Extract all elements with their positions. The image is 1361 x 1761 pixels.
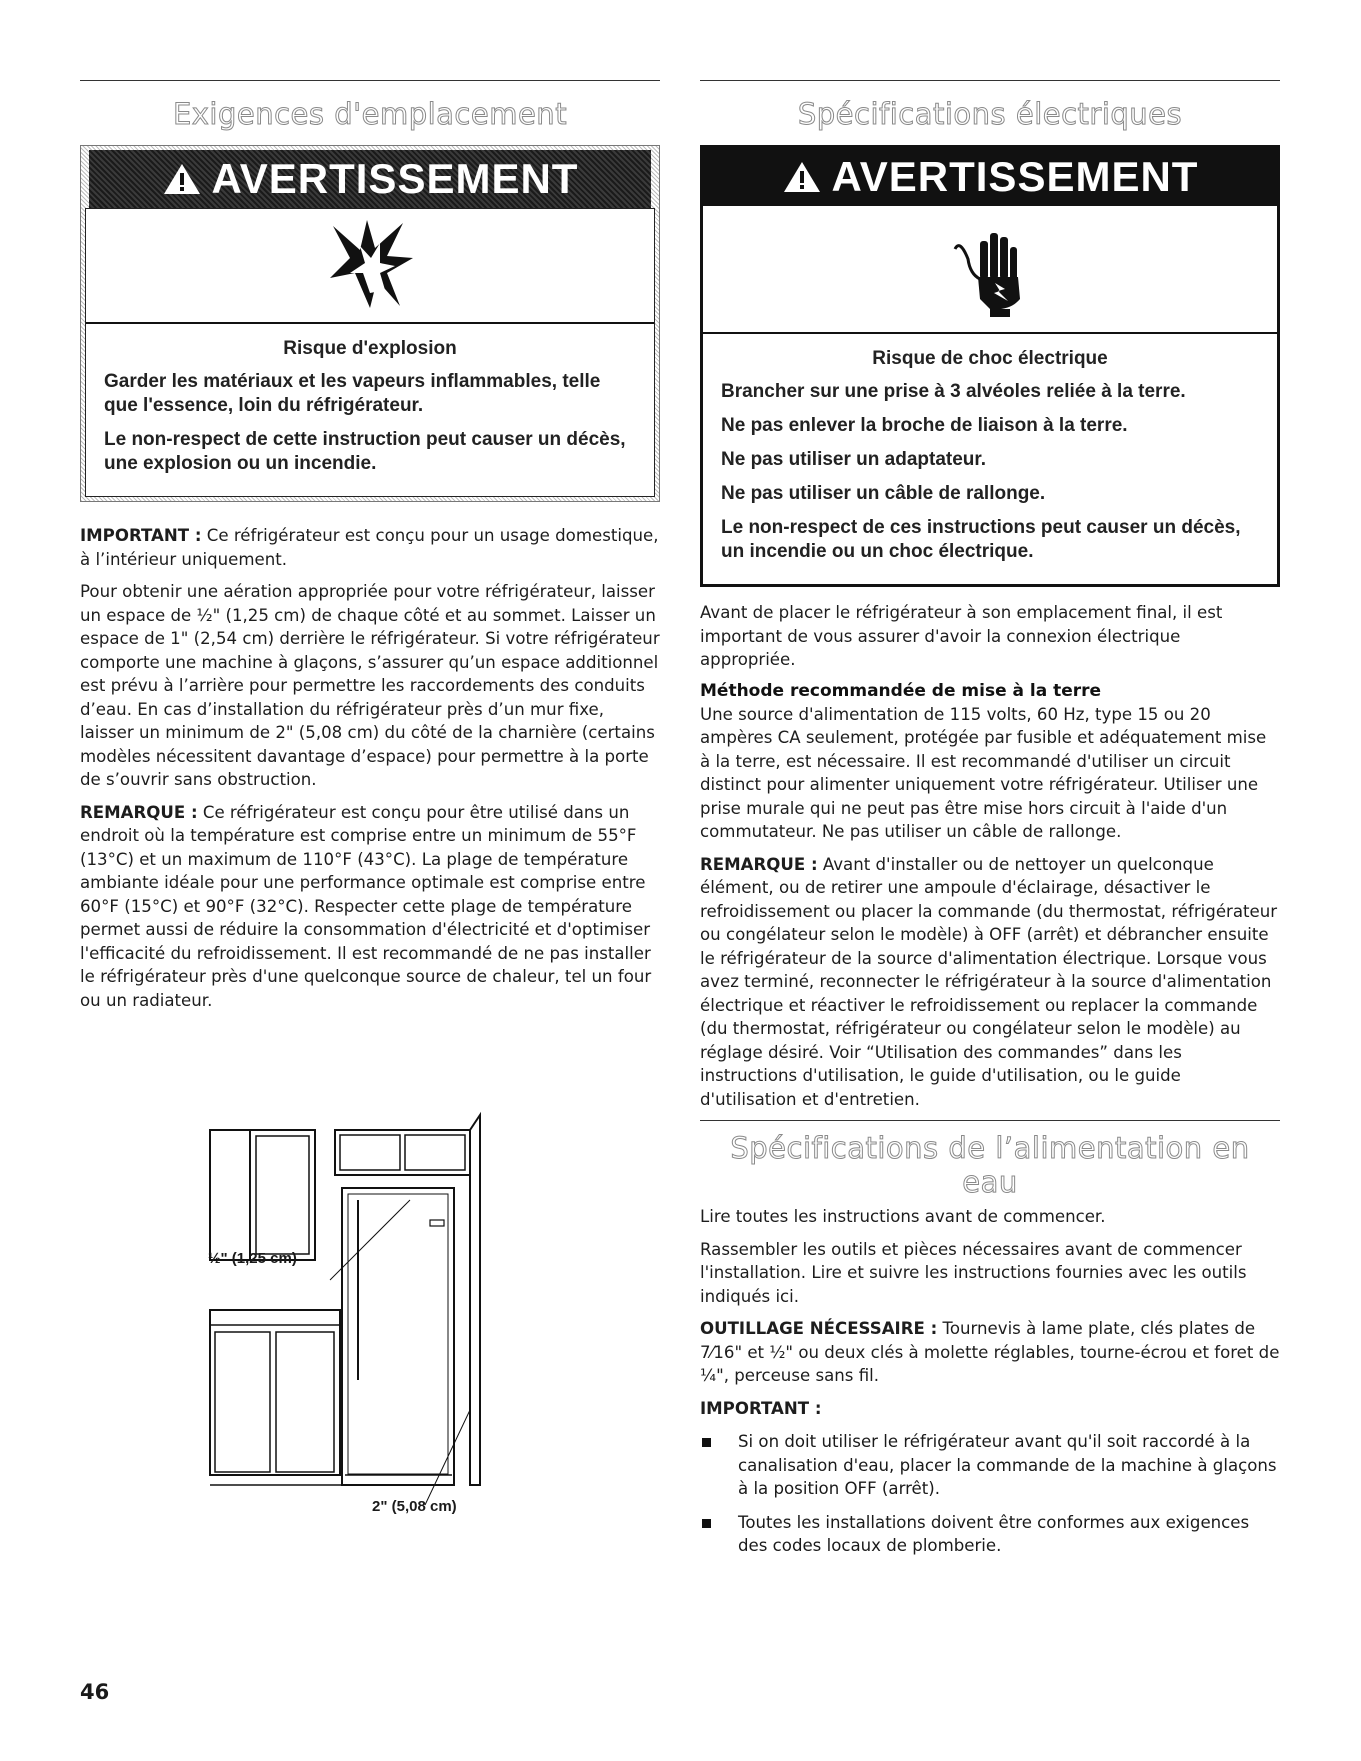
page-number: 46 [80, 1680, 110, 1704]
paragraph-body: Ce réfrigérateur est conçu pour être utilisé dans un endroit où la température est comprise entre un minimum de 55°F (13°C) et un maximum de 110°F (43°C). La plage de température ambiante idéale pour une performance optimale est comprise entre 60°F (15°C) et 90°F (32°C). Respecter cette plage de température permet aussi de réduire la consommation d'électricité et d'optimiser l'efficacité du refroidissement. Il est recommandé de ne pas installer le réfrigérateur près d'une quelconque source de chaleur, tel un four ou un radiateur. [80, 802, 652, 1010]
section-title-electrical: Spécifications électriques [797, 97, 1183, 131]
clearance-label-top: ½" (1,25 cm) [208, 1250, 297, 1267]
paragraph-body: Pour obtenir une aération appropriée pour votre réfrigérateur, laisser un espace de ½" (1,25 cm) de chaque côté et au sommet. Laisser un espace de 1" (2,54 cm) derrière le réfrigérateur. Si votre réfrigérateur comporte une machine à glaçons, s’assurer qu’un espace additionnel est prévu à l’arrière pour permettre les raccordements des conduits d’eau. En cas d’installation du réfrigérateur près d’un mur fixe, laisser un minimum de 2" (5,08 cm) du côté de la charnière (certains modèles nécessitent davantage d’espace) pour permettre à la porte de s’ouvrir sans obstruction. [80, 582, 660, 789]
section-rule [700, 1120, 1280, 1121]
important-label: IMPORTANT : [700, 1398, 822, 1418]
paragraph-grounding: Une source d'alimentation de 115 volts, 60 Hz, type 15 ou 20 ampères CA seulement, protégée par fusible et adéquatement mise à la terre, est nécessaire. Il est recommandé d'utiliser un circuit distinct pour alimenter uniquement votre réfrigérateur. Utiliser une prise murale qui ne peut pas être mise hors circuit à l'aide d'un commutateur. Ne pas utiliser un câble de rallonge. [700, 704, 1267, 841]
warning-triangle-icon [162, 162, 202, 196]
warning-header [89, 150, 651, 208]
warning-line: Le non-respect de ces instructions peut causer un décès, un incendie ou un choc électrique. [721, 517, 1241, 562]
warning-line: Ne pas enlever la broche de liaison à la terre. [721, 415, 1128, 436]
list-item-text: Si on doit utiliser le réfrigérateur avant qu'il soit raccordé à la canalisation d'eau, placer la commande de la machine à glaçons à la position OFF (arrêt). [738, 1432, 1277, 1498]
clearance-diagram [190, 1110, 530, 1510]
right-column [700, 80, 1280, 1558]
clearance-figure [190, 1110, 530, 1515]
warning-line: Ne pas utiliser un câble de rallonge. [721, 483, 1046, 504]
paragraph-remark [80, 801, 660, 1013]
electric-warning-box [700, 145, 1280, 587]
warning-header [703, 148, 1277, 206]
explosion-icon [325, 218, 415, 313]
clearance-label-bottom: 2" (5,08 cm) [372, 1498, 457, 1515]
paragraph-body: Avant d'installer ou de nettoyer un quelconque élément, ou de retirer une ampoule d'éclairage, désactiver le refroidissement ou placer la commande (du thermostat, réfrigérateur ou congélateur selon le modèle) à OFF (arrêt) et débrancher ensuite le réfrigérateur de la source d'alimentation électrique. Lorsque vous avez terminé, reconnecter le réfrigérateur à la source d'alimentation électrique et réactiver le refroidissement ou replacer la commande (du thermostat, réfrigérateur ou congélateur selon le modèle) au réglage désiré. Voir “Utilisation des commandes” dans les instructions d'utilisation, le guide d'utilisation, ou le guide d'utilisation et d'entretien. [700, 854, 1278, 1109]
paragraph-lead: IMPORTANT : [80, 526, 202, 545]
section-title-location: Exigences d'emplacement [172, 97, 568, 131]
warning-header-label: AVERTISSEMENT [211, 155, 579, 202]
paragraph-read-instructions: Lire toutes les instructions avant de commencer. [700, 1207, 1106, 1226]
left-column [80, 80, 660, 1515]
paragraph-intro: Avant de placer le réfrigérateur à son emplacement final, il est important de vous assurer d'avoir la connexion électrique appropriée. [700, 603, 1223, 669]
explosion-warning-box [80, 145, 660, 502]
electric-icon-area [703, 206, 1277, 334]
grounding-method-title: Méthode recommandée de mise à la terre [700, 680, 1102, 701]
paragraph-important [80, 524, 660, 571]
warning-line: Garder les matériaux et les vapeurs inflammables, telle que l'essence, loin du réfrigérateur. [104, 371, 601, 416]
bullet-square-icon [702, 1519, 711, 1528]
list-item [700, 1430, 1280, 1501]
section-rule [700, 80, 1280, 81]
warning-header-label: AVERTISSEMENT [831, 153, 1199, 200]
list-item [700, 1511, 1280, 1558]
section-title-water: Spécifications de l’alimentation en eau [730, 1131, 1250, 1199]
paragraph-remark [700, 853, 1280, 1112]
warning-line: Brancher sur une prise à 3 alvéoles reliée à la terre. [721, 381, 1186, 402]
paragraph-lead: REMARQUE : [700, 854, 818, 874]
paragraph-lead: REMARQUE : [80, 802, 198, 822]
warning-line: Ne pas utiliser un adaptateur. [721, 449, 987, 470]
warning-subtitle: Risque d'explosion [283, 338, 457, 359]
electric-shock-icon [950, 219, 1030, 319]
paragraph-tools [700, 1317, 1280, 1388]
warning-subtitle: Risque de choc électrique [872, 348, 1108, 369]
explosion-icon-area [86, 209, 654, 324]
paragraph-lead: OUTILLAGE NÉCESSAIRE : [700, 1319, 938, 1338]
list-item-text: Toutes les installations doivent être conformes aux exigences des codes locaux de plomberie. [738, 1512, 1250, 1555]
paragraph-body: Tournevis à lame plate, clés plates de 7⁄16" et ½" ou deux clés à molette réglables, tourne-écrou et foret de ¼", perceuse sans fil. [700, 1319, 1280, 1385]
warning-triangle-icon [782, 160, 822, 194]
paragraph-gather-tools: Rassembler les outils et pièces nécessaires avant de commencer l'installation. Lire et suivre les instructions fournies avec les outils indiqués ici. [700, 1239, 1247, 1306]
paragraph-body: Ce réfrigérateur est conçu pour un usage domestique, à l’intérieur uniquement. [80, 526, 659, 569]
section-rule [80, 80, 660, 81]
paragraph-clearance [80, 580, 660, 792]
warning-line: Le non-respect de cette instruction peut causer un décès, une explosion ou un incendie. [104, 429, 626, 474]
bullet-square-icon [702, 1438, 711, 1447]
